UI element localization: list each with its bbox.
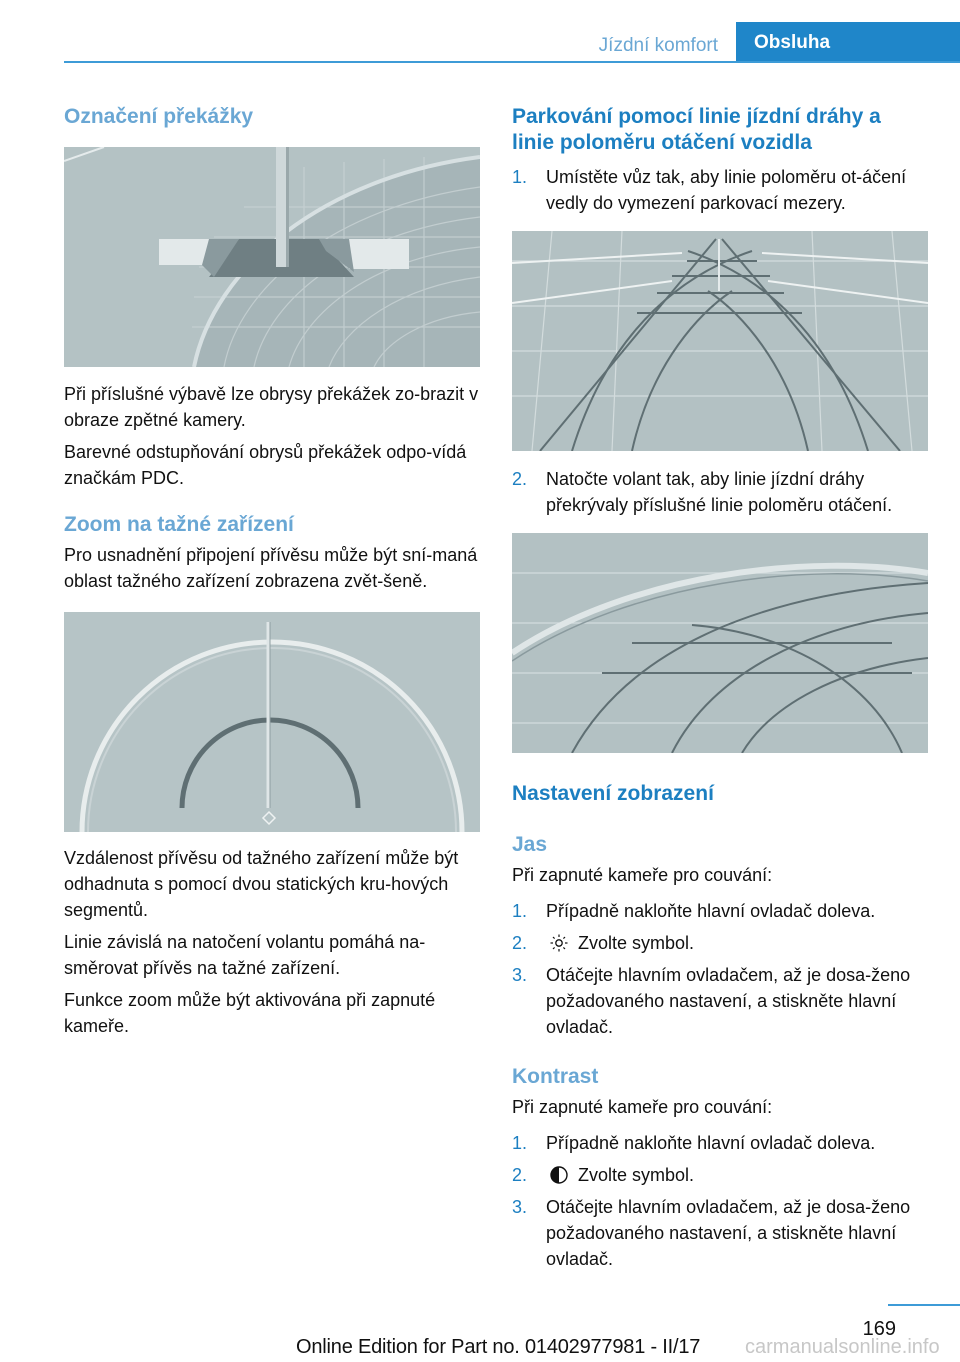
header-rule (64, 61, 960, 63)
page-header (0, 0, 960, 64)
turning-radius-camera-image (512, 231, 928, 451)
contrast-icon (550, 1166, 568, 1184)
contrast-intro: Při zapnuté kameře pro couvání: (512, 1097, 773, 1117)
turning-radius-illustration (512, 231, 928, 451)
step-text: Otáčejte hlavním ovladačem, až je dosa-ženo požadovaného nastavení, a stiskněte hlavní ovladač. (546, 965, 911, 1037)
edition-footer: Online Edition for Part no. 01402977981 - II/17 (296, 1336, 701, 1358)
step-number: 2. (512, 1165, 528, 1185)
hitch-zoom-illustration (64, 612, 480, 832)
paragraph-distance-estimate: Vzdálenost přívěsu od tažného zařízení může být odhadnuta s pomocí dvou statických kru-hových segmentů. (64, 848, 459, 920)
step-number: 1. (512, 1133, 528, 1153)
track-lines-camera-image (512, 533, 928, 753)
step-number: 2. (512, 469, 528, 489)
paragraph-zoom-activation: Funkce zoom může být aktivována při zapnuté kameře. (64, 990, 436, 1036)
paragraph-obstacle-contours: Při příslušné výbavě lze obrysy překážek zo-brazit v obraze zpětné kamery. (64, 384, 479, 430)
sun-icon (550, 934, 568, 952)
heading-contrast: Kontrast (512, 1065, 599, 1088)
list-item (512, 466, 928, 518)
list-item (512, 898, 928, 924)
heading-parking-lines: Parkování pomocí linie jízdní dráhy a linie poloměru otáčení vozidla (512, 105, 881, 154)
paragraph-pdc-colors: Barevné odstupňování obrysů překážek odpo-vídá značkám PDC. (64, 442, 467, 488)
step-number: 2. (512, 933, 528, 953)
footer-rule (888, 1304, 960, 1306)
page-number: 169 (862, 1318, 896, 1340)
step-text: Zvolte symbol. (578, 1165, 695, 1185)
brightness-intro: Při zapnuté kameře pro couvání: (512, 865, 773, 885)
step-text: Otáčejte hlavním ovladačem, až je dosa-ženo požadovaného nastavení, a stiskněte hlavní ovladač. (546, 1197, 911, 1269)
list-item (512, 930, 928, 956)
list-item (512, 1194, 928, 1272)
header-tab-chapter: Obsluha (736, 22, 960, 62)
list-item (512, 164, 928, 216)
track-lines-illustration (512, 533, 928, 753)
step-text: Případně nakloňte hlavní ovladač doleva. (546, 901, 876, 921)
parking-steps-1 (512, 164, 928, 216)
step-number: 1. (512, 901, 528, 921)
hitch-zoom-camera-image (64, 612, 480, 832)
step-text: Zvolte symbol. (578, 933, 695, 953)
step-number: 3. (512, 1197, 528, 1217)
paragraph-steering-line: Linie závislá na natočení volantu pomáhá na-směrovat přívěs na tažné zařízení. (64, 932, 426, 978)
step-number: 3. (512, 965, 528, 985)
list-item (512, 1130, 928, 1156)
header-tab-section: Jízdní komfort (598, 35, 718, 56)
watermark: carmanualsonline.info (745, 1336, 940, 1358)
step-number: 1. (512, 167, 528, 187)
heading-hitch-zoom: Zoom na tažné zařízení (64, 513, 294, 536)
step-text: Natočte volant tak, aby linie jízdní dráhy překrývaly příslušné linie poloměru otáčení. (546, 469, 893, 515)
list-item (512, 1162, 928, 1188)
step-text: Umístěte vůz tak, aby linie poloměru ot-áčení vedly do vymezení parkovací mezery. (546, 167, 907, 213)
step-text: Případně nakloňte hlavní ovladač doleva. (546, 1133, 876, 1153)
left-column (64, 100, 480, 1039)
heading-obstacle-marking: Označení překážky (64, 105, 254, 128)
heading-display-settings: Nastavení zobrazení (512, 782, 714, 805)
contrast-steps (512, 1130, 928, 1272)
heading-brightness: Jas (512, 833, 548, 856)
list-item (512, 962, 928, 1040)
obstacle-illustration (64, 147, 480, 367)
paragraph-hitch-zoom-intro: Pro usnadnění připojení přívěsu může být sní-maná oblast tažného zařízení zobrazena zvět-šeně. (64, 545, 478, 591)
obstacle-camera-image (64, 147, 480, 367)
brightness-steps (512, 898, 928, 1040)
right-column (512, 100, 928, 1272)
parking-steps-2 (512, 466, 928, 518)
